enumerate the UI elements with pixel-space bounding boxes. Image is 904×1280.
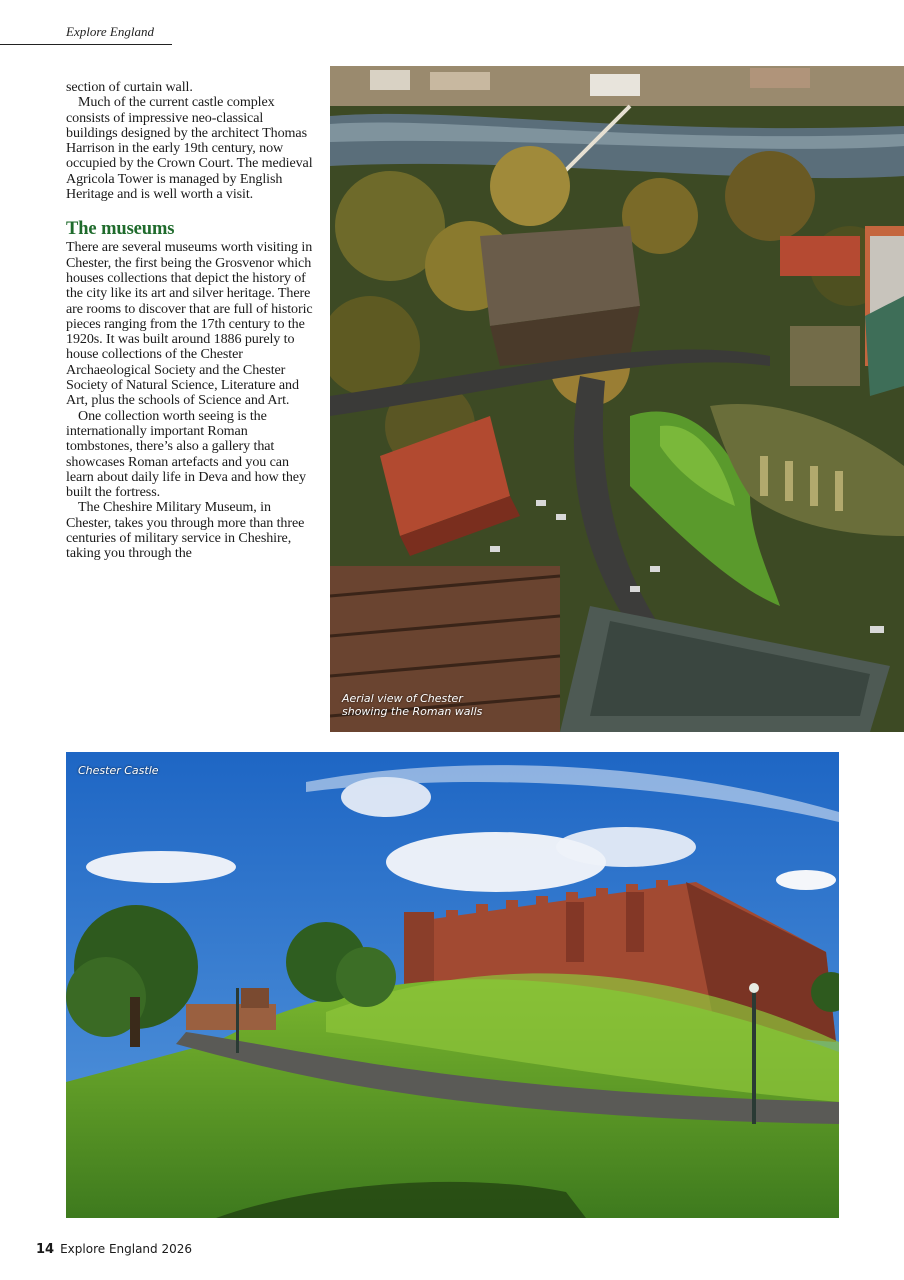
page-number: 14 [36,1242,55,1257]
paragraph: The Cheshire Military Museum, in Chester, takes you through more than three centuries of military service in Cheshire, taking you through the [66,499,305,562]
aerial-photo [330,66,904,732]
caption-line: Aerial view of Chester [342,692,463,705]
castle-photo-illustration [66,752,839,1218]
page-footer [36,1242,192,1257]
caption-line: showing the Roman walls [342,705,483,718]
paragraph: There are several museums worth visiting in Chester, the first being the Grosvenor which houses collections that depict the history of the city like its art and silver heritage. There are rooms to discover that are full of historic pieces ranging from the 17th century to the 1920s. It was built around 1886 purely to house collections of the Chester Archaeological Society and the Chester Society of Natural Science, Literature and Art, plus the schools of Science and Art. [66,239,313,409]
aerial-photo-caption [342,692,482,718]
aerial-photo-illustration [330,66,904,732]
paragraph: One collection worth seeing is the internationally important Roman tombstones, there’s also a gallery that showcases Roman artefacts and you can learn about daily life in Deva and how they built the fortress. [66,407,306,501]
running-header [0,22,172,45]
running-title: Explore England [66,24,154,39]
section-heading: The museums [66,219,175,240]
castle-photo-caption: Chester Castle [78,764,159,777]
castle-photo [66,752,839,1218]
paragraph: section of curtain wall. [66,79,193,95]
publication-name: Explore England 2026 [60,1242,193,1256]
article-text-column [66,80,316,562]
paragraph: Much of the current castle complex consists of impressive neo-classical buildings designed by the architect Thomas Harrison in the early 19th century, now occupied by the Crown Court. The medieval Agricola Tower is managed by English Heritage and is well worth a visit. [66,94,313,203]
